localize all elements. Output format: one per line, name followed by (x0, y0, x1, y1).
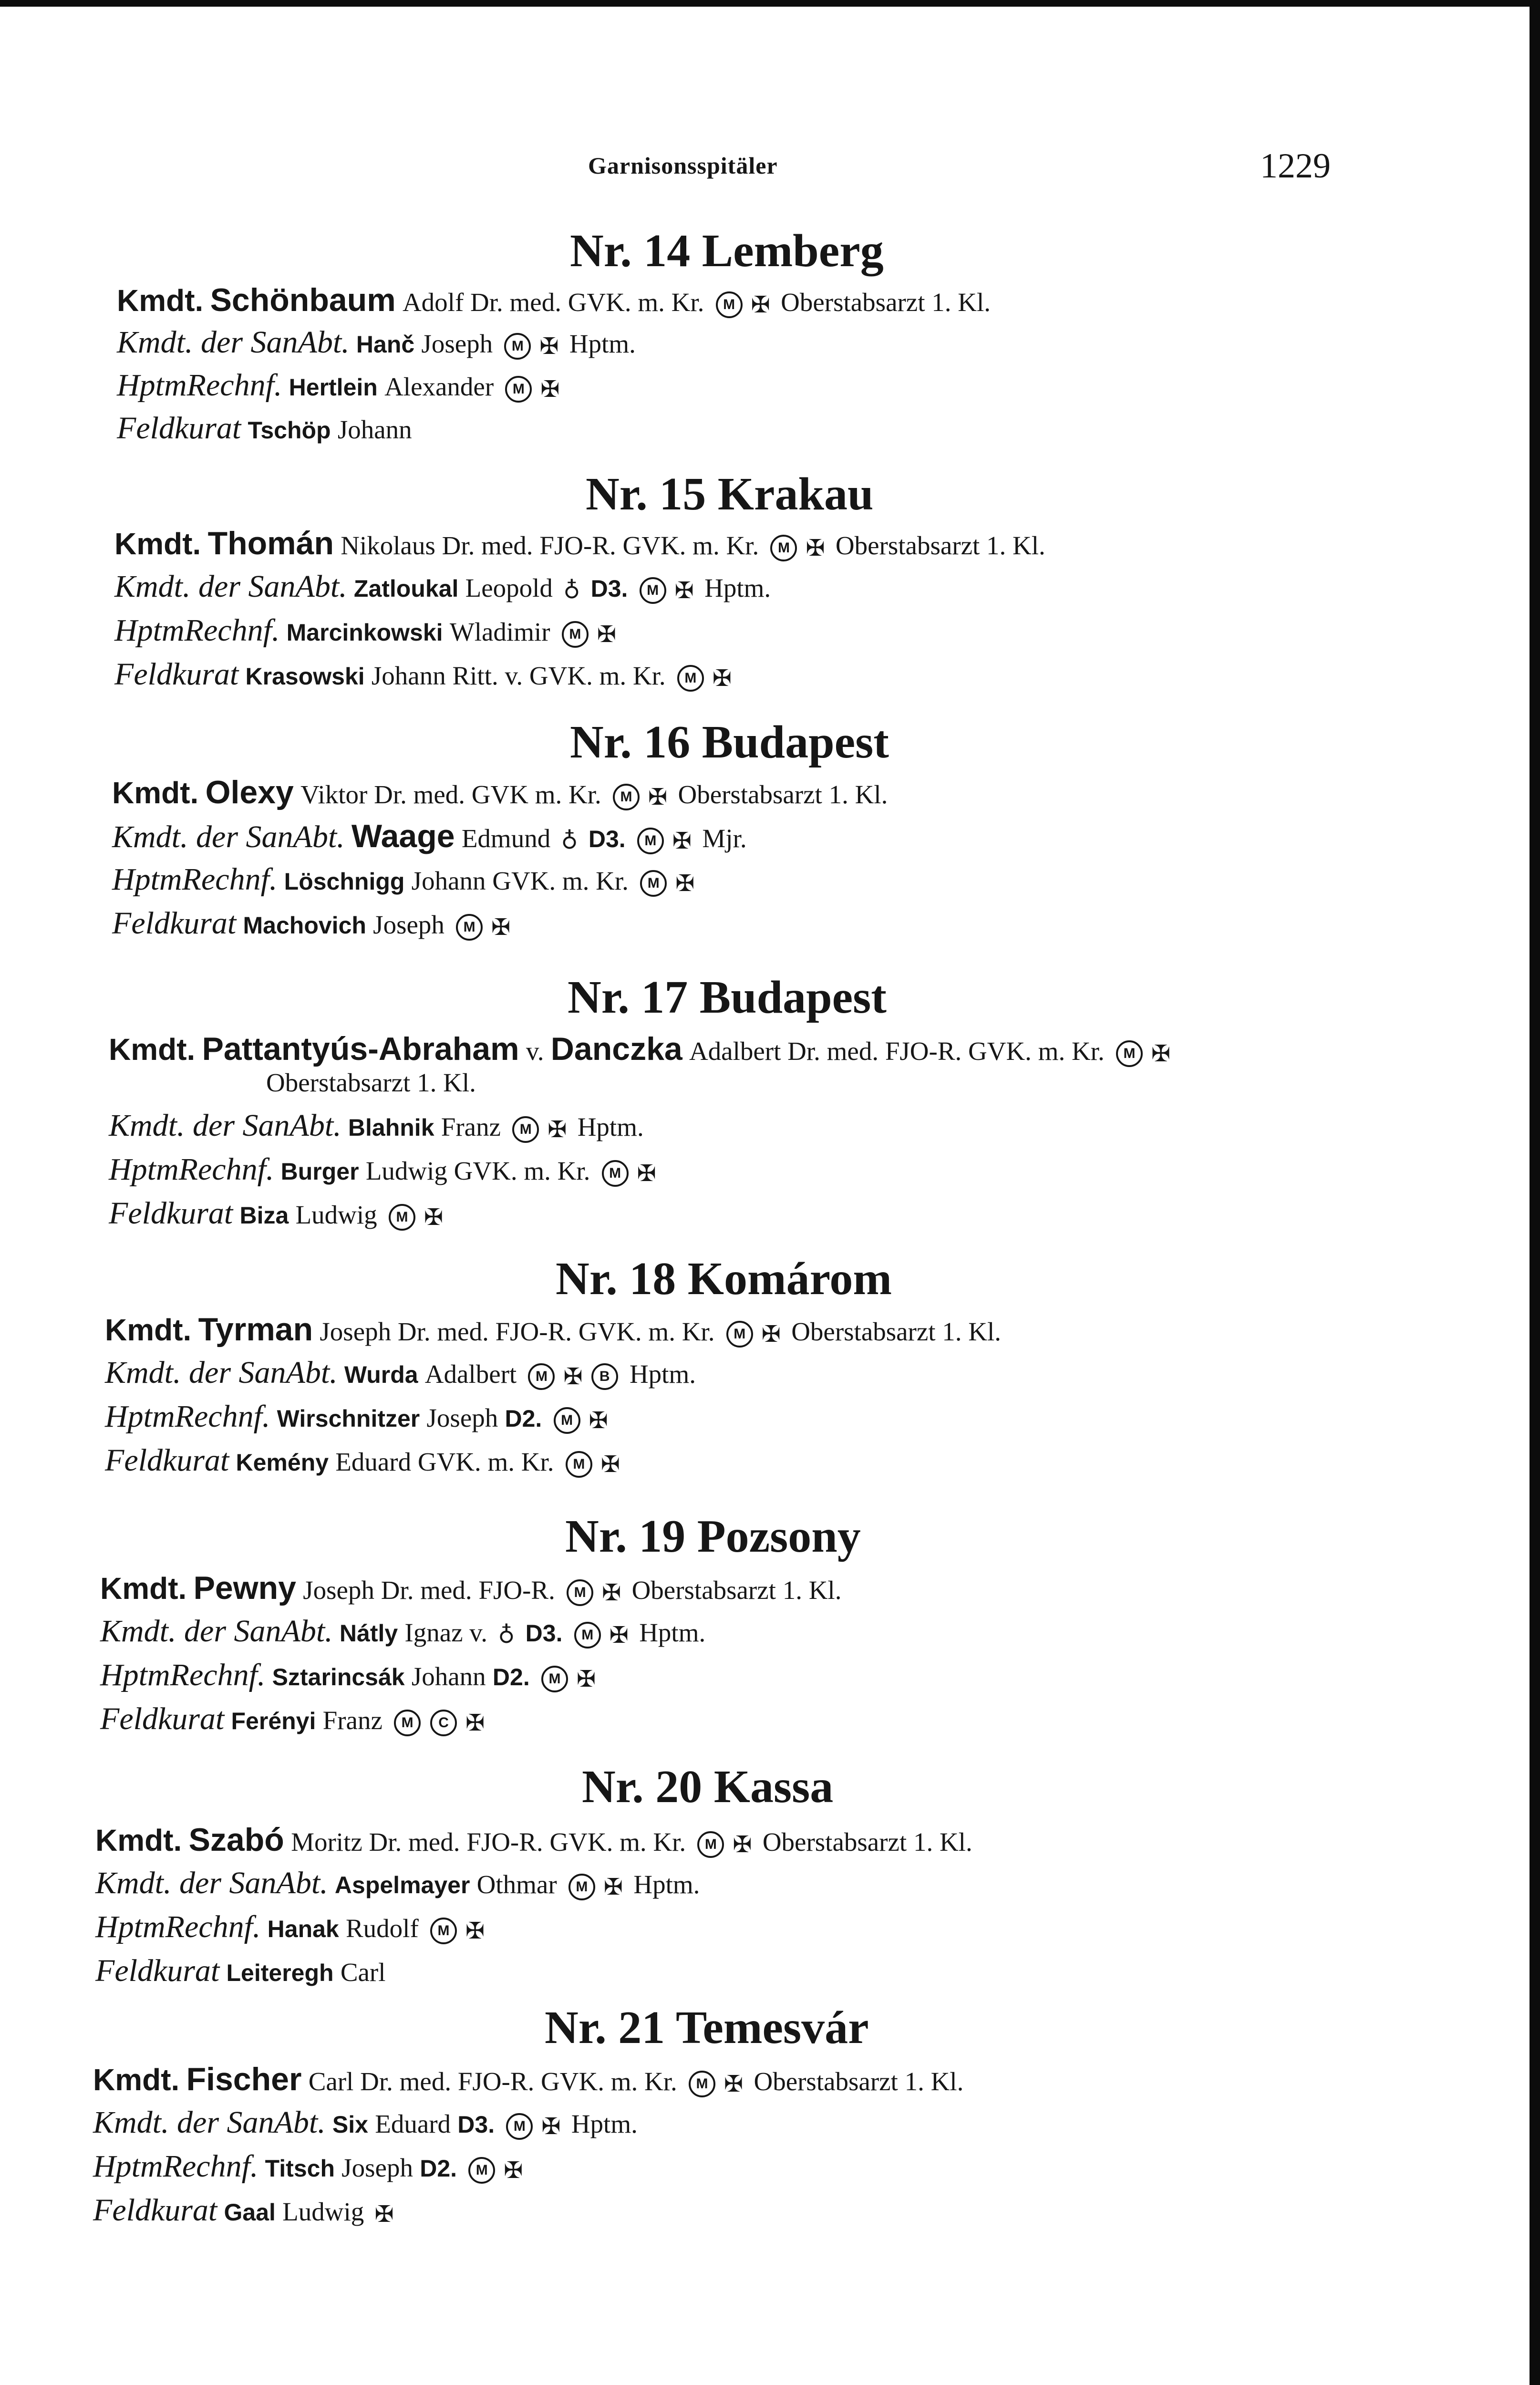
cross-icon: ✠ (541, 2113, 561, 2140)
entry-line (95, 1865, 700, 1901)
role-label: HptmRechnf. (93, 2149, 258, 2184)
person-name: Hanč (356, 331, 415, 358)
role-label: Kmdt. der SanAbt. (112, 819, 345, 854)
circled-m-icon: M (430, 1918, 457, 1944)
role-label: Feldkurat (100, 1701, 225, 1736)
role-label: Kmdt. (112, 776, 199, 810)
grade: D2. (492, 1664, 530, 1690)
role-label: Feldkurat (105, 1443, 229, 1478)
circled-m-icon: M (640, 870, 667, 897)
grade: D3. (590, 575, 628, 602)
rank: Mjr. (702, 824, 747, 853)
circled-m-icon: M (726, 1321, 753, 1348)
person-name: Six (332, 2111, 368, 2138)
role-label: Feldkurat (109, 1196, 233, 1231)
person-details: Joseph (373, 910, 444, 939)
role-label: Kmdt. der SanAbt. (105, 1355, 338, 1390)
cross-icon: ✠ (637, 1160, 656, 1187)
circled-m-icon: M (770, 535, 797, 561)
section-title: Nr. 20 Kassa (582, 1761, 834, 1813)
entry-line (100, 1569, 841, 1607)
person-details: Wladimir (449, 617, 550, 646)
person-details: Leopold (465, 573, 553, 602)
entry-line (114, 656, 735, 693)
cross-icon: ✠ (806, 534, 825, 561)
circled-c-icon: C (430, 1710, 457, 1736)
person-name: Burger (280, 1158, 359, 1185)
entry-line (112, 774, 888, 811)
rank: Oberstabsarzt 1. Kl. (781, 288, 991, 317)
cross-icon: ✠ (600, 1451, 620, 1478)
grade: D3. (588, 826, 626, 852)
cross-icon: ✠ (539, 332, 559, 360)
role-label: Feldkurat (114, 657, 239, 692)
circled-m-icon: M (504, 333, 531, 360)
circled-m-icon: M (562, 621, 589, 648)
role-label: Kmdt. (93, 2063, 180, 2097)
role-label: Kmdt. (95, 1823, 182, 1857)
person-name: Pewny (193, 1570, 296, 1606)
cross-icon: ✠ (1151, 1040, 1171, 1067)
role-label: Kmdt. der SanAbt. (114, 569, 347, 604)
circled-m-icon: M (512, 1116, 539, 1143)
entry-line (95, 1821, 972, 1858)
person-details: Alexander (384, 372, 494, 401)
person-details: Eduard (375, 2109, 451, 2138)
rank: Oberstabsarzt 1. Kl. (791, 1317, 1002, 1346)
cross-icon: ✠ (424, 1203, 444, 1231)
entry-line (109, 1151, 660, 1188)
person-name: Pattantyús-Abraham (202, 1031, 519, 1067)
person-name: Machovich (243, 912, 366, 939)
rank: Oberstabsarzt 1. Kl. (631, 1576, 842, 1605)
role-label: Feldkurat (112, 906, 237, 941)
person-details: v. (526, 1037, 544, 1066)
role-label: HptmRechnf. (112, 862, 278, 897)
person-name: Biza (239, 1202, 289, 1229)
role-label: Kmdt. der SanAbt. (109, 1108, 341, 1143)
role-label: HptmRechnf. (109, 1152, 274, 1187)
cross-icon: ✠ (648, 783, 668, 810)
circled-m-icon: M (566, 1451, 592, 1478)
person-name: Tyrman (198, 1311, 313, 1348)
cross-icon: ✠ (374, 2200, 394, 2228)
role-label: Feldkurat (95, 1953, 220, 1988)
circled-m-icon: M (1116, 1040, 1143, 1067)
entry-line (109, 1195, 447, 1232)
cross-icon: ✠ (597, 621, 617, 648)
person-details: Moritz Dr. med. FJO-R. GVK. m. Kr. (291, 1827, 686, 1856)
entry-line (114, 569, 771, 605)
role-label: Kmdt. der SanAbt. (95, 1866, 328, 1900)
rank: Hptm. (704, 573, 771, 602)
person-details: Johann (337, 415, 412, 444)
person-name: Hanak (267, 1916, 339, 1942)
rank: Hptm. (569, 329, 636, 358)
person-details: Rudolf (345, 1914, 419, 1943)
person-name-second: Danczka (550, 1031, 682, 1067)
person-details: Othmar (476, 1870, 557, 1899)
section-title: Nr. 16 Budapest (570, 716, 889, 768)
role-label: Kmdt. der SanAbt. (100, 1614, 333, 1649)
entry-line (114, 525, 1045, 562)
grade: D2. (420, 2155, 457, 2182)
person-name: Tschöp (248, 417, 331, 444)
person-details: Ludwig (282, 2197, 364, 2226)
person-name: Sztarincsák (272, 1664, 405, 1690)
circled-m-icon: M (468, 2157, 495, 2184)
person-details: Edmund (461, 824, 551, 853)
role-label: Kmdt. (105, 1313, 192, 1347)
person-details: Adalbert Dr. med. FJO-R. GVK. m. Kr. (689, 1037, 1105, 1066)
cross-icon: ✠ (504, 2157, 523, 2184)
scan-border-top (0, 0, 1540, 7)
section-title: Nr. 19 Pozsony (565, 1511, 861, 1562)
entry-line (100, 1657, 599, 1693)
circled-m-icon: M (541, 1666, 568, 1692)
entry-line (93, 2105, 638, 2141)
cross-icon: ✠ (603, 1873, 623, 1900)
scan-border-right (1530, 0, 1540, 2385)
entry-line (117, 367, 564, 404)
cross-icon: ✠ (465, 1917, 485, 1944)
person-name: Schönbaum (210, 282, 396, 318)
section-title: Nr. 18 Komárom (556, 1253, 892, 1305)
person-details: Joseph Dr. med. FJO-R. (303, 1576, 555, 1605)
section-title: Nr. 17 Budapest (568, 972, 887, 1023)
person-name: Marcinkowski (286, 619, 443, 646)
circled-m-icon: M (697, 1831, 724, 1858)
circled-m-icon: M (456, 914, 483, 941)
circled-m-icon: M (554, 1407, 580, 1434)
circled-m-icon: M (677, 665, 704, 692)
person-details: Franz (322, 1706, 382, 1735)
entry-line (95, 1953, 386, 1989)
cross-icon: ✠ (540, 375, 560, 403)
cross-icon: ✠ (491, 913, 511, 941)
person-name: Blahnik (348, 1114, 434, 1141)
entry-line (112, 818, 747, 855)
person-details: Viktor Dr. med. GVK m. Kr. (300, 780, 601, 809)
person-name: Gaal (224, 2199, 276, 2226)
role-label: Feldkurat (93, 2193, 217, 2228)
person-name: Hertlein (289, 374, 378, 401)
circled-m-icon: M (640, 577, 666, 604)
person-details: Johann Ritt. v. GVK. m. Kr. (371, 661, 666, 690)
entry-line (93, 2061, 963, 2098)
person-details: Eduard GVK. m. Kr. (335, 1447, 554, 1476)
rank: Oberstabsarzt 1. Kl. (762, 1827, 972, 1856)
person-name: Olexy (205, 774, 294, 810)
cross-icon: ✠ (733, 1831, 752, 1858)
entry-line (109, 1030, 1174, 1068)
person-details: Nikolaus Dr. med. FJO-R. GVK. m. Kr. (341, 531, 759, 560)
page-number: 1229 (1260, 146, 1331, 186)
decoration-icon: ♁ (561, 827, 578, 854)
cross-icon: ✠ (576, 1665, 596, 1692)
cross-icon: ✠ (712, 664, 732, 692)
person-name: Ferényi (231, 1708, 316, 1734)
cross-icon: ✠ (761, 1320, 781, 1348)
entry-line (100, 1701, 488, 1737)
person-name: Thomán (207, 525, 334, 561)
person-name: Aspelmayer (334, 1872, 470, 1898)
person-details: Ignaz v. (404, 1618, 487, 1647)
circled-m-icon: M (602, 1160, 629, 1187)
cross-icon: ✠ (751, 291, 770, 318)
cross-icon: ✠ (609, 1621, 629, 1649)
circled-m-icon: M (568, 1874, 595, 1900)
cross-icon: ✠ (548, 1116, 567, 1143)
continuation-line: Oberstabsarzt 1. Kl. (266, 1068, 476, 1097)
person-name: Krasowski (245, 663, 365, 690)
rank: Oberstabsarzt 1. Kl. (754, 2067, 964, 2096)
circled-m-icon: M (574, 1622, 601, 1649)
person-name: Zatloukal (353, 575, 459, 602)
circled-m-icon: M (613, 784, 640, 810)
section-title: Nr. 15 Krakau (586, 468, 874, 520)
role-label: Kmdt. (114, 527, 201, 561)
person-details: Joseph Dr. med. FJO-R. GVK. m. Kr. (320, 1317, 715, 1346)
person-details: Franz (441, 1112, 501, 1141)
circled-m-icon: M (394, 1710, 421, 1736)
person-details: Adolf Dr. med. GVK. m. Kr. (402, 288, 704, 317)
entry-line (95, 1909, 488, 1945)
cross-icon: ✠ (602, 1579, 621, 1606)
rank: Hptm. (571, 2109, 638, 2138)
person-name: Szabó (188, 1822, 284, 1858)
decoration-icon: ♁ (563, 577, 580, 604)
role-label: Feldkurat (117, 411, 241, 446)
circled-m-icon: M (567, 1579, 593, 1606)
cross-icon: ✠ (589, 1407, 608, 1434)
person-name: Nátly (339, 1620, 398, 1647)
person-details: Johann (411, 1662, 486, 1691)
section-title: Nr. 21 Temesvár (545, 2002, 869, 2053)
role-label: Kmdt. (117, 283, 204, 318)
rank: Hptm. (639, 1618, 706, 1647)
circled-m-icon: M (389, 1204, 415, 1231)
role-label: HptmRechnf. (100, 1658, 266, 1692)
person-details: Adalbert (424, 1359, 517, 1389)
rank: Hptm. (629, 1359, 696, 1389)
grade: D3. (457, 2111, 495, 2138)
person-name: Titsch (265, 2155, 335, 2182)
section-title: Nr. 14 Lemberg (570, 225, 884, 277)
circled-m-icon: M (637, 828, 664, 854)
role-label: HptmRechnf. (105, 1399, 270, 1434)
person-name: Kemény (236, 1449, 329, 1476)
entry-line (100, 1613, 705, 1649)
circled-m-icon: M (716, 291, 743, 318)
entry-line (105, 1311, 1001, 1348)
cross-icon: ✠ (672, 827, 692, 854)
rank: Hptm. (577, 1112, 644, 1141)
entry-line (114, 612, 620, 649)
person-details: Carl Dr. med. FJO-R. GVK. m. Kr. (308, 2067, 677, 2096)
role-label: HptmRechnf. (117, 368, 282, 403)
person-details: Joseph (421, 329, 493, 358)
person-name: Fischer (186, 2061, 302, 2097)
cross-icon: ✠ (724, 2070, 744, 2097)
role-label: HptmRechnf. (114, 613, 280, 648)
role-label: Kmdt. der SanAbt. (93, 2105, 326, 2140)
entry-line (117, 410, 412, 446)
page-header: Garnisonsspitäler (588, 152, 778, 179)
entry-line (117, 281, 991, 319)
entry-line (105, 1355, 696, 1391)
circled-m-icon: M (506, 2113, 533, 2140)
person-details: Joseph (426, 1403, 498, 1432)
grade: D2. (505, 1405, 542, 1432)
person-name: Löschnigg (284, 868, 405, 895)
decoration-icon: ♁ (498, 1621, 515, 1649)
person-details: Ludwig (295, 1200, 377, 1229)
entry-line (93, 2192, 398, 2229)
circled-m-icon: M (528, 1363, 555, 1390)
circled-b-icon: B (591, 1363, 618, 1390)
cross-icon: ✠ (675, 870, 695, 897)
rank: Oberstabsarzt 1. Kl. (678, 780, 888, 809)
person-details: Ludwig GVK. m. Kr. (365, 1156, 590, 1185)
rank: Hptm. (633, 1870, 700, 1899)
circled-m-icon: M (689, 2071, 715, 2097)
circled-m-icon: M (505, 376, 532, 403)
entry-line (112, 905, 514, 942)
entry-line (105, 1399, 612, 1435)
person-details: Johann GVK. m. Kr. (411, 866, 629, 895)
grade: D3. (525, 1620, 563, 1647)
role-label: HptmRechnf. (95, 1909, 261, 1944)
role-label: Kmdt. (100, 1571, 187, 1606)
cross-icon: ✠ (674, 577, 694, 604)
person-details: Joseph (341, 2153, 413, 2182)
entry-line (112, 861, 698, 898)
entry-line (109, 1108, 644, 1144)
role-label: Kmdt. der SanAbt. (117, 325, 350, 360)
cross-icon: ✠ (465, 1709, 485, 1736)
person-name: Wurda (344, 1361, 418, 1388)
entry-line (93, 2148, 527, 2185)
person-details: Carl (340, 1958, 386, 1987)
person-name: Leiteregh (226, 1960, 334, 1986)
entry-line (117, 324, 636, 361)
person-name: Wirschnitzer (277, 1405, 420, 1432)
person-name: Waage (351, 818, 455, 854)
rank: Oberstabsarzt 1. Kl. (835, 531, 1045, 560)
role-label: Kmdt. (109, 1032, 196, 1067)
cross-icon: ✠ (563, 1363, 583, 1390)
entry-line (105, 1442, 624, 1479)
